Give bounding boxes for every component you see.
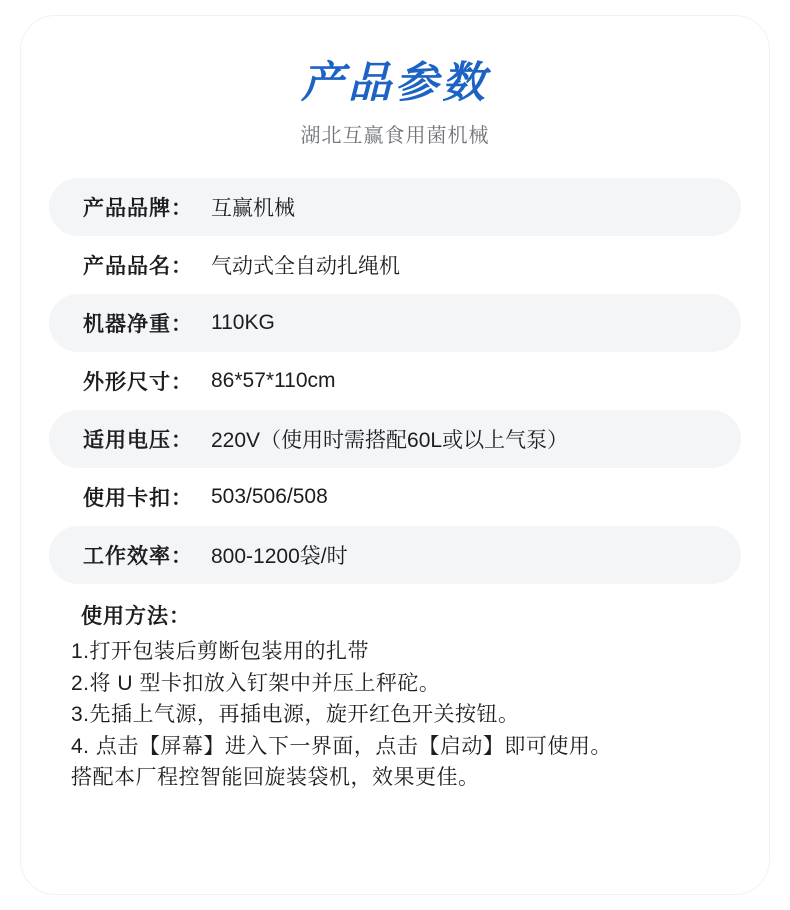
spec-label: 产品品名： bbox=[83, 255, 193, 279]
usage-step-2: 2.将 U 型卡扣放入钉架中并压上秤砣。 bbox=[71, 671, 441, 695]
usage-step-3: 3.先插上气源，再插电源，旋开红色开关按钮。 bbox=[71, 703, 520, 727]
usage-note: 搭配本厂程控智能回旋装袋机，效果更佳。 bbox=[71, 766, 480, 790]
spec-label: 产品品牌： bbox=[83, 197, 193, 221]
spec-row-brand bbox=[49, 178, 741, 236]
spec-row-product-name bbox=[49, 236, 741, 294]
spec-label: 机器净重： bbox=[83, 313, 193, 337]
spec-value: 220V（使用时需搭配60L或以上气泵） bbox=[211, 429, 569, 453]
usage-title: 使用方法： bbox=[81, 605, 191, 629]
spec-label: 工作效率： bbox=[83, 545, 193, 569]
spec-value: 110KG bbox=[211, 311, 275, 335]
spec-table bbox=[21, 178, 769, 584]
spec-value: 气动式全自动扎绳机 bbox=[211, 255, 400, 279]
spec-label: 适用电压： bbox=[83, 429, 193, 453]
usage-step-1: 1.打开包装后剪断包装用的扎带 bbox=[71, 640, 370, 664]
spec-label: 外形尺寸： bbox=[83, 371, 193, 395]
spec-value: 互赢机械 bbox=[211, 197, 295, 221]
header-block bbox=[21, 60, 769, 148]
page-subtitle: 湖北互赢食用菌机械 bbox=[300, 125, 490, 148]
spec-row-net-weight bbox=[49, 294, 741, 352]
usage-step-4: 4. 点击【屏幕】进入下一界面，点击【启动】即可使用。 bbox=[71, 734, 612, 758]
spec-row-efficiency bbox=[49, 526, 741, 584]
spec-row-clip-type bbox=[49, 468, 741, 526]
spec-row-voltage bbox=[49, 410, 741, 468]
page-title: 产品参数 bbox=[301, 58, 489, 108]
spec-label: 使用卡扣： bbox=[83, 487, 193, 511]
spec-row-dimensions bbox=[49, 352, 741, 410]
spec-value: 86*57*110cm bbox=[211, 369, 336, 393]
spec-value: 800-1200袋/时 bbox=[211, 545, 348, 569]
product-spec-card bbox=[21, 16, 769, 894]
spec-value: 503/506/508 bbox=[211, 485, 328, 509]
usage-section bbox=[21, 600, 769, 794]
